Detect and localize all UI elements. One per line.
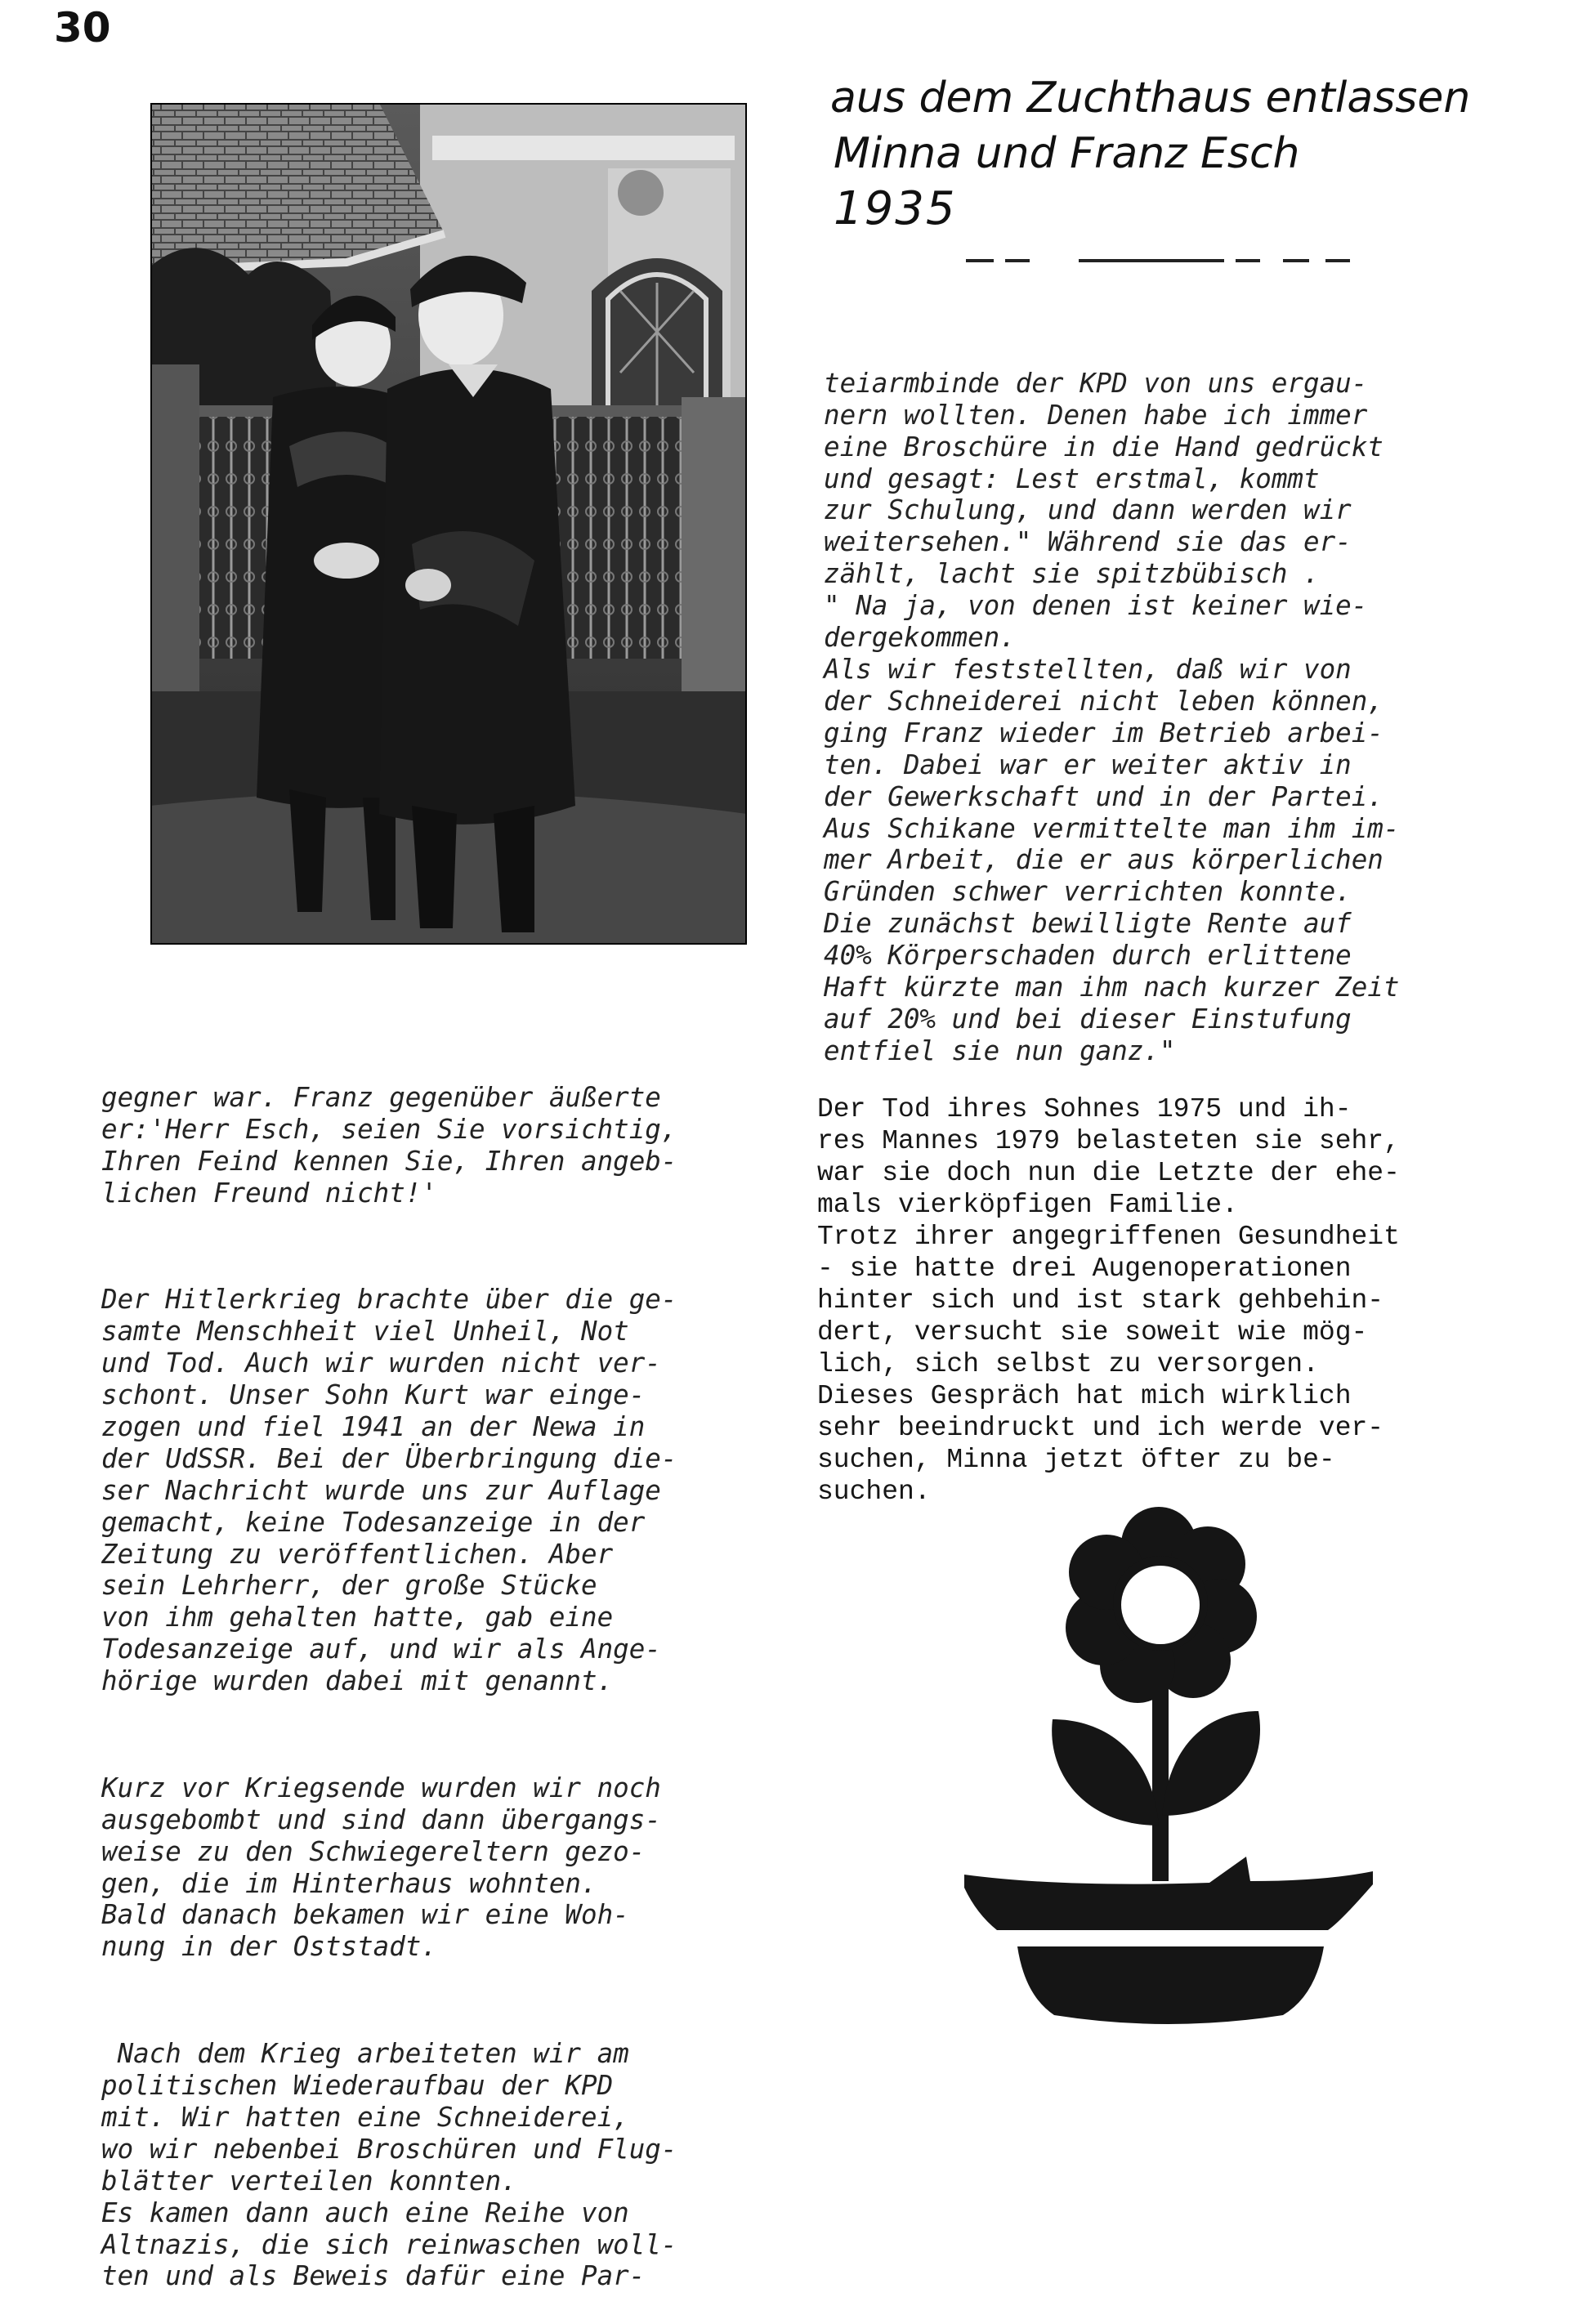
- left-paragraph-3: Kurz vor Kriegsende wurden wir noch ausgebombt und sind dann übergangs- weise zu den Schwiegereltern gezo- gen, die im Hinterhaus wohnten. Bald danach bekamen wir eine Woh- nung in der Oststadt.: [101, 1772, 661, 1963]
- left-paragraph-1: gegner war. Franz gegenüber äußerte er:'Herr Esch, seien Sie vorsichtig, Ihren Feind kennen Sie, Ihren angeb- lichen Freund nicht!': [101, 1081, 677, 1209]
- photo-minna-franz-esch: [150, 103, 747, 945]
- right-paragraph-2: Der Tod ihres Sohnes 1975 und ih- res Mannes 1979 belasteten sie sehr, war sie doch nun die Letzte der ehe- mals vierköpfigen Familie. Trotz ihrer angegriffenen Gesundheit - sie hatte drei Augenoperationen hinter sich und ist stark gehbehin- dert, versucht sie soweit wie mög- lich, sich selbst zu versorgen. Dieses Gespräch hat mich wirklich sehr beeindruckt und ich werde ver- suchen, Minna jetzt öfter zu be- suchen.: [817, 1094, 1400, 1507]
- flower-in-pot-icon: [964, 1505, 1422, 2028]
- right-paragraph-1: teiarmbinde der KPD von uns ergau- nern wollten. Denen habe ich immer eine Broschüre in die Hand gedrückt und gesagt: Lest erstmal, kommt zur Schulung, und dann werden wir weitersehen." Während sie das er- zählt, lacht sie spitzbübisch . " Na ja, von denen ist keiner wie- dergekommen. Als wir feststellten, daß wir von der Schneiderei nicht leben können, ging Franz wieder im Betrieb arbei- ten. Dabei war er weiter aktiv in der Gewerkschaft und in der Partei. Aus Schikane vermittelte man ihm im- mer Arbeit, die er aus körperlichen Gründen schwer verrichten konnte. Die zunächst bewilligte Rente auf 40% Körperschaden durch erlittene Haft kürzte man ihm nach kurzer Zeit auf 20% und bei dieser Einstufung entfiel sie nun ganz.": [824, 367, 1400, 1066]
- left-column: [101, 1018, 677, 2324]
- caption-year: 1935: [834, 182, 957, 235]
- right-column-roman: [817, 1030, 1400, 1540]
- photo-image: [150, 103, 747, 945]
- page-number: 30: [54, 4, 111, 51]
- photo-caption: [830, 70, 1500, 237]
- caption-line-1: aus dem Zuchthaus entlassen: [830, 74, 1471, 123]
- caption-line-2: Minna und Franz Esch: [834, 129, 1300, 178]
- left-paragraph-2: Der Hitlerkrieg brachte über die ge- samte Menschheit viel Unheil, Not und Tod. Auch wir wurden nicht ver- schont. Unser Sohn Kurt war einge- zogen und fiel 1941 an der Newa in der UdSSR. Bei der Überbringung die- ser Nachricht wurde uns zur Auflage gemacht, keine Todesanzeige in der Zeitung zu veröffentlichen. Aber sein Lehrherr, der große Stücke von ihm gehalten hatte, gab eine Todesanzeige auf, und wir als Ange- hörige wurden dabei mit genannt.: [101, 1284, 677, 1697]
- caption-divider: [966, 255, 1350, 266]
- left-paragraph-4: Nach dem Krieg arbeiteten wir am politischen Wiederaufbau der KPD mit. Wir hatten eine Schneiderei, wo wir nebenbei Broschüren und Flug- blätter verteilen konnten. Es kamen dann auch eine Reihe von Altnazis, die sich reinwaschen woll- ten und als Beweis dafür eine Par-: [101, 2038, 677, 2292]
- right-column-typed: [824, 304, 1399, 1099]
